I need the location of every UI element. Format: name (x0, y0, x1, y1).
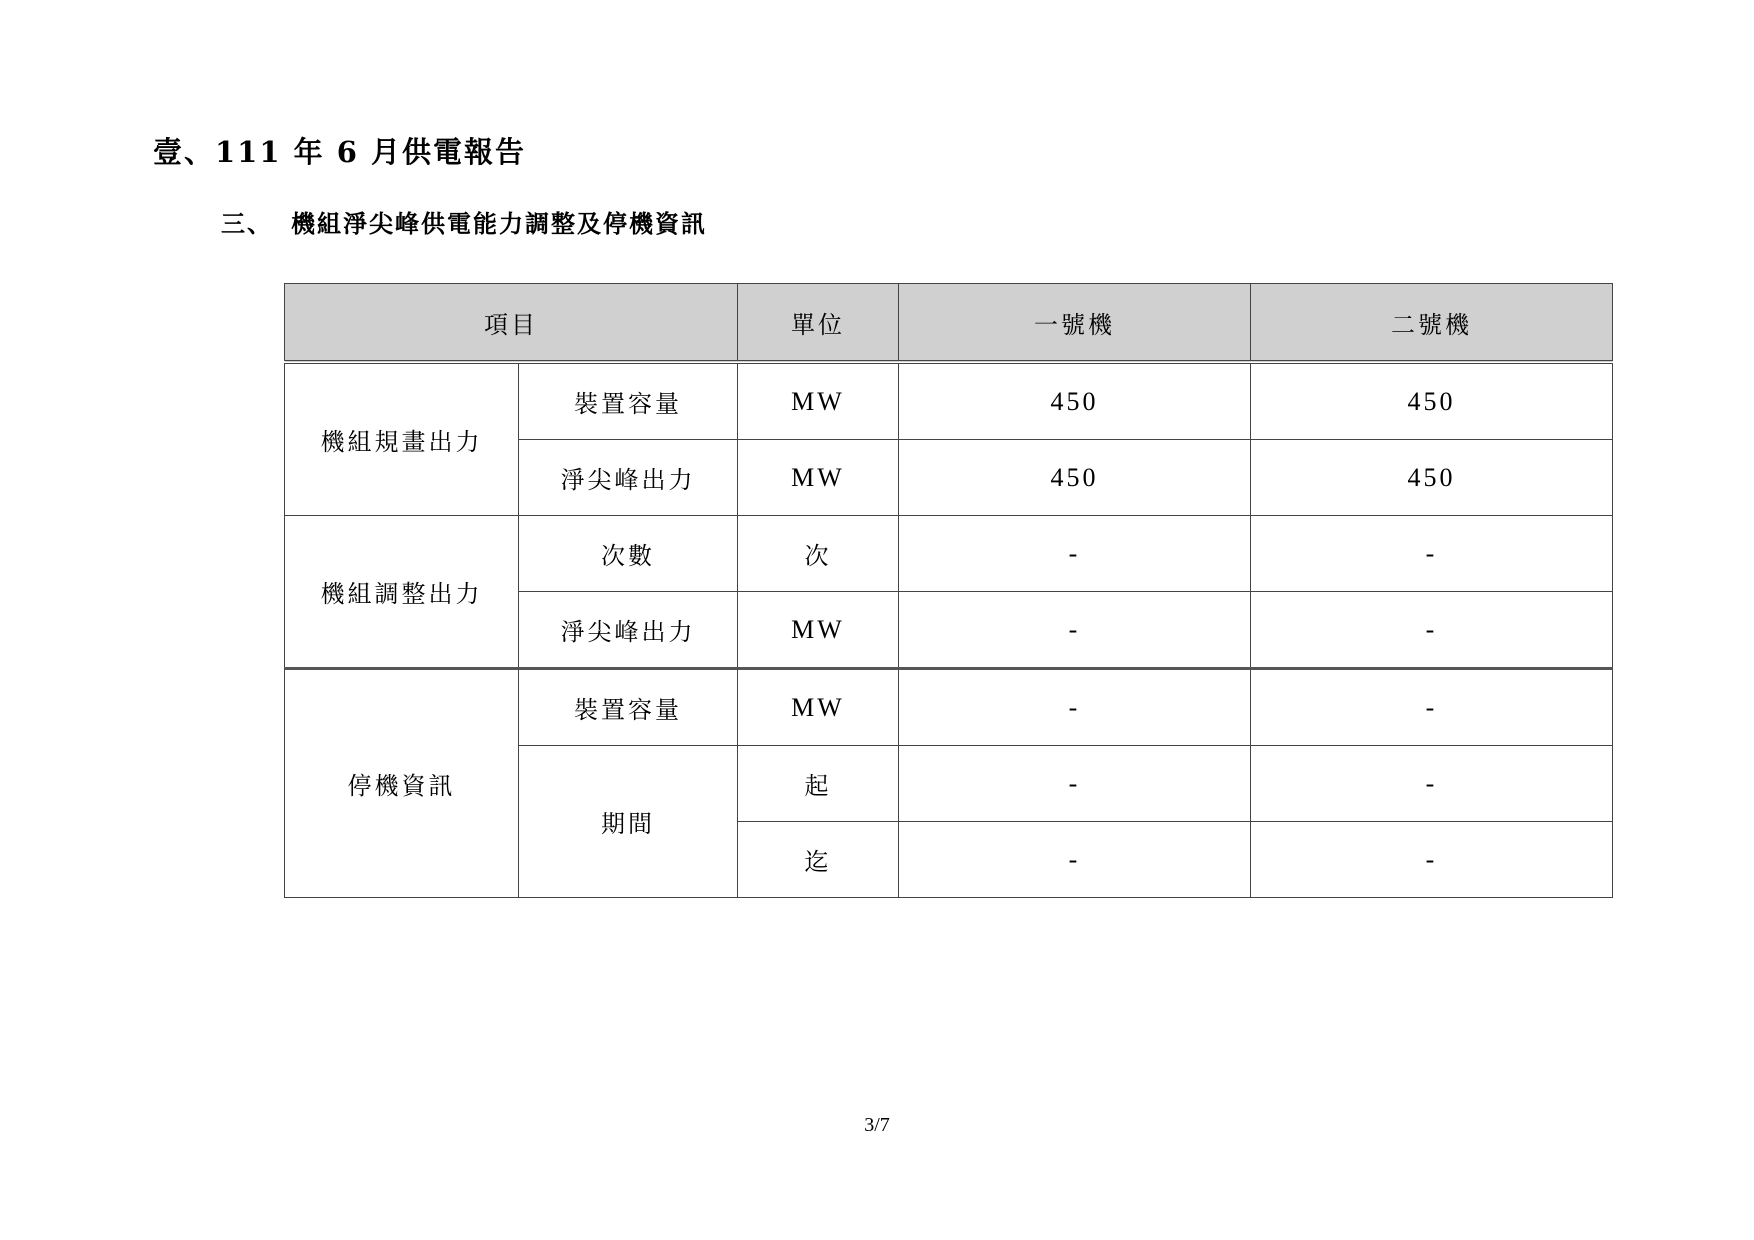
row-item-period: 期間 (519, 746, 738, 898)
row-value-unit2: - (1251, 822, 1613, 898)
table-row (285, 362, 1613, 440)
row-item: 裝置容量 (519, 362, 738, 440)
row-unit-start: 起 (738, 746, 899, 822)
row-value-unit1: 450 (899, 362, 1251, 440)
header-unit: 單位 (738, 284, 899, 363)
row-unit: 次 (738, 516, 899, 592)
row-item: 淨尖峰出力 (519, 440, 738, 516)
row-item: 淨尖峰出力 (519, 592, 738, 669)
table-header-row (285, 284, 1613, 363)
table-row (285, 669, 1613, 746)
row-unit: MW (738, 669, 899, 746)
capacity-table (284, 283, 1613, 898)
row-value-unit2: - (1251, 669, 1613, 746)
row-value-unit1: - (899, 516, 1251, 592)
row-value-unit2: - (1251, 592, 1613, 669)
document-title: 壹、111 年 6 月供電報告 (153, 135, 527, 169)
row-value-unit1: - (899, 746, 1251, 822)
section-number: 三、 (221, 209, 273, 238)
row-item: 次數 (519, 516, 738, 592)
row-unit-end: 迄 (738, 822, 899, 898)
section-heading (221, 204, 707, 244)
row-unit: MW (738, 592, 899, 669)
row-item: 裝置容量 (519, 669, 738, 746)
row-unit: MW (738, 440, 899, 516)
group-label-outage: 停機資訊 (285, 669, 519, 898)
section-title: 機組淨尖峰供電能力調整及停機資訊 (291, 209, 707, 238)
row-value-unit2: 450 (1251, 440, 1613, 516)
row-value-unit1: 450 (899, 440, 1251, 516)
row-value-unit2: - (1251, 746, 1613, 822)
row-value-unit2: - (1251, 516, 1613, 592)
row-value-unit1: - (899, 822, 1251, 898)
row-unit: MW (738, 362, 899, 440)
row-value-unit1: - (899, 669, 1251, 746)
row-value-unit2: 450 (1251, 362, 1613, 440)
group-label-planned: 機組規畫出力 (285, 362, 519, 516)
table-row (285, 516, 1613, 592)
header-item: 項目 (285, 284, 738, 363)
header-unit1: 一號機 (899, 284, 1251, 363)
page-number: 3/7 (864, 1114, 890, 1136)
row-value-unit1: - (899, 592, 1251, 669)
header-unit2: 二號機 (1251, 284, 1613, 363)
group-label-adjusted: 機組調整出力 (285, 516, 519, 669)
